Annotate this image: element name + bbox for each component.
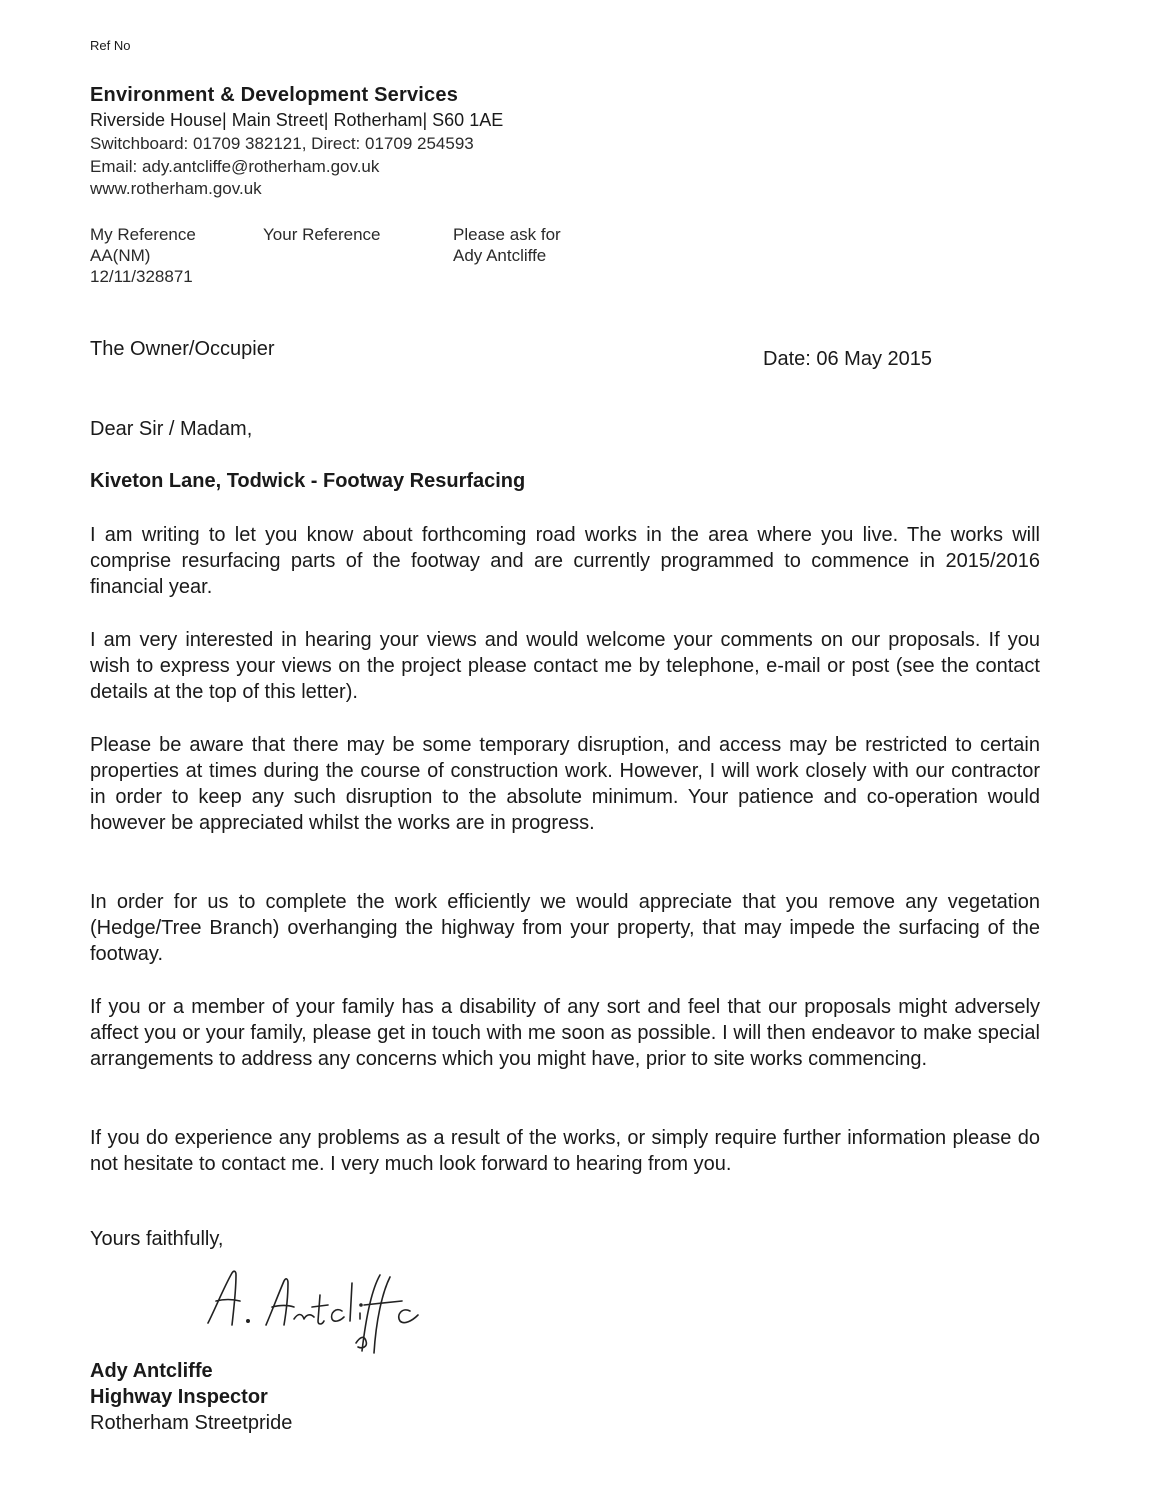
website-address: www.rotherham.gov.uk [90, 179, 262, 198]
body-paragraph-5: If you or a member of your family has a disability of any sort and feel that our proposals might adversely affect you or your family, please get in touch with me soon as possible. I will then endeavor to make special arrangements to address any concerns which you might have, prior to site works commencing. [90, 996, 1040, 1070]
my-reference-value-1: AA(NM) [90, 246, 151, 265]
body-paragraph-2: I am very interested in hearing your views and would welcome your comments on our proposals. If you wish to express your views on the project please contact me by telephone, e-mail or post (see the contact details at the top of this letter). [90, 629, 1040, 703]
ask-for-block [453, 224, 561, 266]
body-paragraph-6: If you do experience any problems as a result of the works, or simply require further information please do not hesitate to contact me. I very much look forward to hearing from you. [90, 1127, 1040, 1175]
body-paragraph-4: In order for us to complete the work efficiently we would appreciate that you remove any vegetation (Hedge/Tree Branch) overhanging the highway from your property, that may impede the surfacing of the footway. [90, 891, 1040, 965]
signature-drawing [196, 1255, 446, 1360]
address-line: Riverside House| Main Street| Rotherham| S60 1AE [90, 110, 504, 130]
body-paragraph-3: Please be aware that there may be some temporary disruption, and access may be restricted to certain properties at times during the course of construction work. However, I will work closely with our contractor in order to keep any such disruption to the absolute minimum. Your patience and co-operation would however be appreciated whilst the works are in progress. [90, 734, 1040, 834]
signatory-title: Highway Inspector [90, 1386, 268, 1408]
your-reference-label: Your Reference [263, 225, 381, 244]
ask-for-name: Ady Antcliffe [453, 246, 547, 265]
email-address: Email: ady.antcliffe@rotherham.gov.uk [90, 157, 380, 176]
signatory-organisation: Rotherham Streetpride [90, 1412, 293, 1434]
letter-subject: Kiveton Lane, Todwick - Footway Resurfacing [90, 470, 526, 492]
salutation: Dear Sir / Madam, [90, 418, 253, 440]
my-reference-block [90, 224, 196, 287]
letter-date: Date: 06 May 2015 [763, 348, 932, 370]
my-reference-value-2: 12/11/328871 [90, 267, 193, 286]
body-paragraph-1: I am writing to let you know about forthcoming road works in the area where you live. The works will comprise resurfacing parts of the footway and are currently programmed to commence in 2015/2016 financial year. [90, 524, 1040, 598]
ref-no-label: Ref No [90, 38, 131, 53]
ask-for-label: Please ask for [453, 225, 561, 244]
handwritten-signature [196, 1255, 446, 1360]
my-reference-label: My Reference [90, 225, 196, 244]
closing: Yours faithfully, [90, 1228, 224, 1250]
recipient: The Owner/Occupier [90, 338, 275, 360]
phone-numbers: Switchboard: 01709 382121, Direct: 01709 254593 [90, 134, 474, 153]
signatory-name: Ady Antcliffe [90, 1360, 213, 1382]
your-reference-block [263, 224, 381, 245]
department-name: Environment & Development Services [90, 84, 459, 106]
